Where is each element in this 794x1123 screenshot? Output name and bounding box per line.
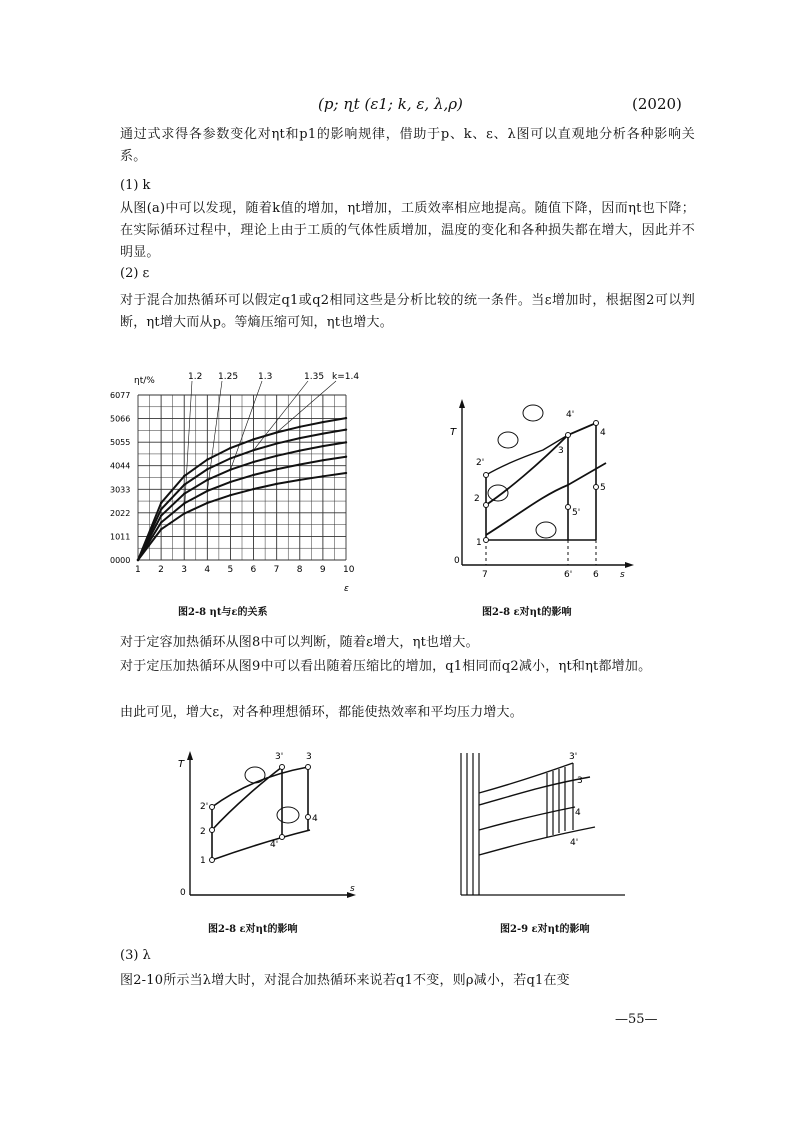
- chart-point: [206, 458, 208, 460]
- chart-point: [160, 502, 162, 504]
- chart-x-tick-label: 1: [135, 565, 141, 575]
- chart-y-tick-label: 5055: [110, 438, 131, 448]
- chart-y-tick-label: 0000: [110, 556, 131, 565]
- svg-text:3': 3': [569, 752, 578, 762]
- chart-curve-label: 1.2: [188, 372, 203, 382]
- chart-x-tick-label: 4: [204, 565, 211, 575]
- svg-text:6': 6': [564, 570, 573, 580]
- chart-y-ticks: [110, 391, 130, 565]
- chart-point: [322, 421, 324, 423]
- chart-point: [275, 468, 277, 470]
- chart-y-tick-label: 1011: [110, 532, 131, 542]
- chart-point: [252, 474, 254, 476]
- svg-text:2': 2': [476, 458, 485, 468]
- chart-point: [322, 475, 324, 477]
- chart-point: [345, 441, 347, 443]
- figure4-diagram: [455, 745, 630, 905]
- chart-x-ticks: [135, 565, 355, 575]
- chart-y-tick-label: 4044: [110, 461, 131, 471]
- svg-text:2': 2': [200, 802, 209, 812]
- figure2-axis-x: s: [620, 570, 625, 580]
- chart-x-tick-label: 5: [227, 565, 234, 575]
- chart-y-tick-label: 2022: [110, 508, 131, 518]
- chart-curve-labels: [184, 372, 359, 514]
- intro-paragraph: 通过式求得各参数变化对ηt和p1的影响规律，借助于p、k、ε、λ图可以直观地分析各种影响关系。: [120, 127, 695, 164]
- paragraph-lambda: 图2-10所示当λ增大时，对混合加热循环来说若q1不变，则ρ减小，若q1在变: [120, 973, 570, 988]
- figure3-ts-diagram: [160, 745, 360, 905]
- formula-number: (2020): [632, 95, 682, 113]
- chart-point: [345, 428, 347, 430]
- chart-point: [160, 508, 162, 510]
- figure2-ts-diagram: [448, 395, 638, 580]
- chart-point: [299, 463, 301, 465]
- chart-point: [160, 514, 162, 516]
- paragraph-k: 从图(a)中可以发现，随着k值的增加，ηt增加，工质效率相应地提高。随值下降，因而ηt也下降；在实际循环过程中，理论上由于工质的气体性质增加，温度的变化和各种损失都在增大，因此并不明显。: [120, 201, 695, 260]
- chart-point: [229, 457, 231, 459]
- chart-y-unit: ηt/%: [134, 376, 155, 386]
- chart-point: [229, 481, 231, 483]
- chart-point: [229, 494, 231, 496]
- chart-point: [229, 447, 231, 449]
- svg-text:7: 7: [482, 570, 488, 580]
- chart-curve-label: 1.3: [258, 372, 273, 382]
- svg-text:2: 2: [200, 827, 206, 837]
- svg-text:4': 4': [570, 838, 579, 848]
- heading-epsilon: (2) ε: [120, 266, 150, 281]
- svg-text:3: 3: [558, 446, 564, 456]
- svg-text:2: 2: [474, 494, 480, 504]
- chart-point: [252, 461, 254, 463]
- chart-point: [345, 417, 347, 419]
- chart-point: [206, 502, 208, 504]
- heading-lambda: (3) λ: [120, 948, 151, 963]
- chart-point: [275, 442, 277, 444]
- chart-x-tick-label: 10: [343, 565, 355, 575]
- chart-x-tick-label: 6: [250, 565, 257, 575]
- chart-y-tick-label: 3033: [110, 485, 131, 495]
- figure2-caption: 图2-8 ε对ηt的影响: [482, 607, 572, 618]
- svg-text:3: 3: [306, 752, 312, 762]
- svg-text:4: 4: [312, 814, 318, 824]
- chart-x-tick-label: 8: [296, 565, 303, 575]
- paragraph-epsilon: 对于混合加热循环可以假定q1或q2相同这些是分析比较的统一条件。当ε增加时，根据图2可以判断，ηt增大而从p。等熵压缩可知，ηt也增大。: [120, 293, 695, 330]
- chart-x-unit: ε: [344, 584, 349, 594]
- figure1-chart: [108, 365, 368, 595]
- chart-point: [299, 479, 301, 481]
- svg-text:4': 4': [566, 410, 575, 420]
- sentence-a: 对于定容加热循环从图8中可以判断，随着ε增大，ηt也增大。: [120, 635, 479, 650]
- chart-leader-line: [184, 381, 192, 514]
- chart-point: [299, 449, 301, 451]
- svg-text:3: 3: [577, 776, 583, 786]
- svg-text:6: 6: [593, 570, 599, 580]
- sentence-b: 对于定压加热循环从图9中可以看出随着压缩比的增加，q1相同而q2减小，ηt和ηt都增加。: [120, 659, 652, 674]
- chart-point: [275, 483, 277, 485]
- chart-point: [252, 488, 254, 490]
- chart-x-tick-label: 2: [158, 565, 164, 575]
- chart-point: [322, 459, 324, 461]
- svg-text:5: 5: [600, 483, 606, 493]
- svg-text:4': 4': [270, 840, 279, 850]
- chart-point: [275, 455, 277, 457]
- chart-point: [160, 521, 162, 523]
- svg-text:0: 0: [454, 556, 460, 566]
- chart-point: [206, 468, 208, 470]
- figure4-caption: 图2-9 ε对ηt的影响: [500, 924, 590, 935]
- chart-x-tick-label: 7: [273, 565, 280, 575]
- figure2-axis-y: T: [450, 427, 457, 438]
- chart-y-tick-label: 6077: [110, 391, 131, 400]
- chart-point: [322, 432, 324, 434]
- chart-curve-label: 1.35: [304, 372, 325, 382]
- chart-point: [345, 472, 347, 474]
- formula-expression: (p; ɳt (ɛ1; k, ε, λ,ρ): [318, 95, 463, 113]
- figure3-caption: 图2-8 ε对ηt的影响: [208, 924, 298, 935]
- figure1-caption: 图2-8 ηt与ε的关系: [178, 607, 268, 618]
- chart-point: [299, 437, 301, 439]
- chart-point: [206, 479, 208, 481]
- svg-text:T: T: [178, 759, 185, 770]
- chart-x-tick-label: 9: [319, 565, 326, 575]
- svg-text:0: 0: [180, 888, 186, 898]
- svg-text:4: 4: [575, 808, 581, 818]
- svg-text:1: 1: [200, 856, 206, 866]
- chart-point: [183, 484, 185, 486]
- chart-leader-line: [230, 381, 262, 470]
- chart-y-tick-label: 5066: [110, 414, 131, 424]
- svg-text:1: 1: [476, 538, 482, 548]
- chart-point: [345, 456, 347, 458]
- page-number: —55—: [615, 1012, 658, 1027]
- heading-k: (1) k: [120, 178, 151, 193]
- sentence-c: 由此可见，增大ε，对各种理想循环，都能使热效率和平均压力增大。: [120, 705, 523, 720]
- chart-x-tick-label: 3: [181, 565, 187, 575]
- svg-text:5': 5': [572, 508, 581, 518]
- chart-point: [299, 426, 301, 428]
- chart-point: [252, 438, 254, 440]
- chart-point: [183, 475, 185, 477]
- chart-point: [160, 528, 162, 530]
- svg-text:4: 4: [600, 428, 606, 438]
- svg-text:s: s: [350, 884, 355, 894]
- chart-point: [322, 445, 324, 447]
- chart-point: [137, 559, 139, 561]
- chart-curve-label: 1.25: [218, 372, 239, 382]
- chart-curve-label: k=1.4: [332, 372, 360, 382]
- svg-text:3': 3': [275, 752, 284, 762]
